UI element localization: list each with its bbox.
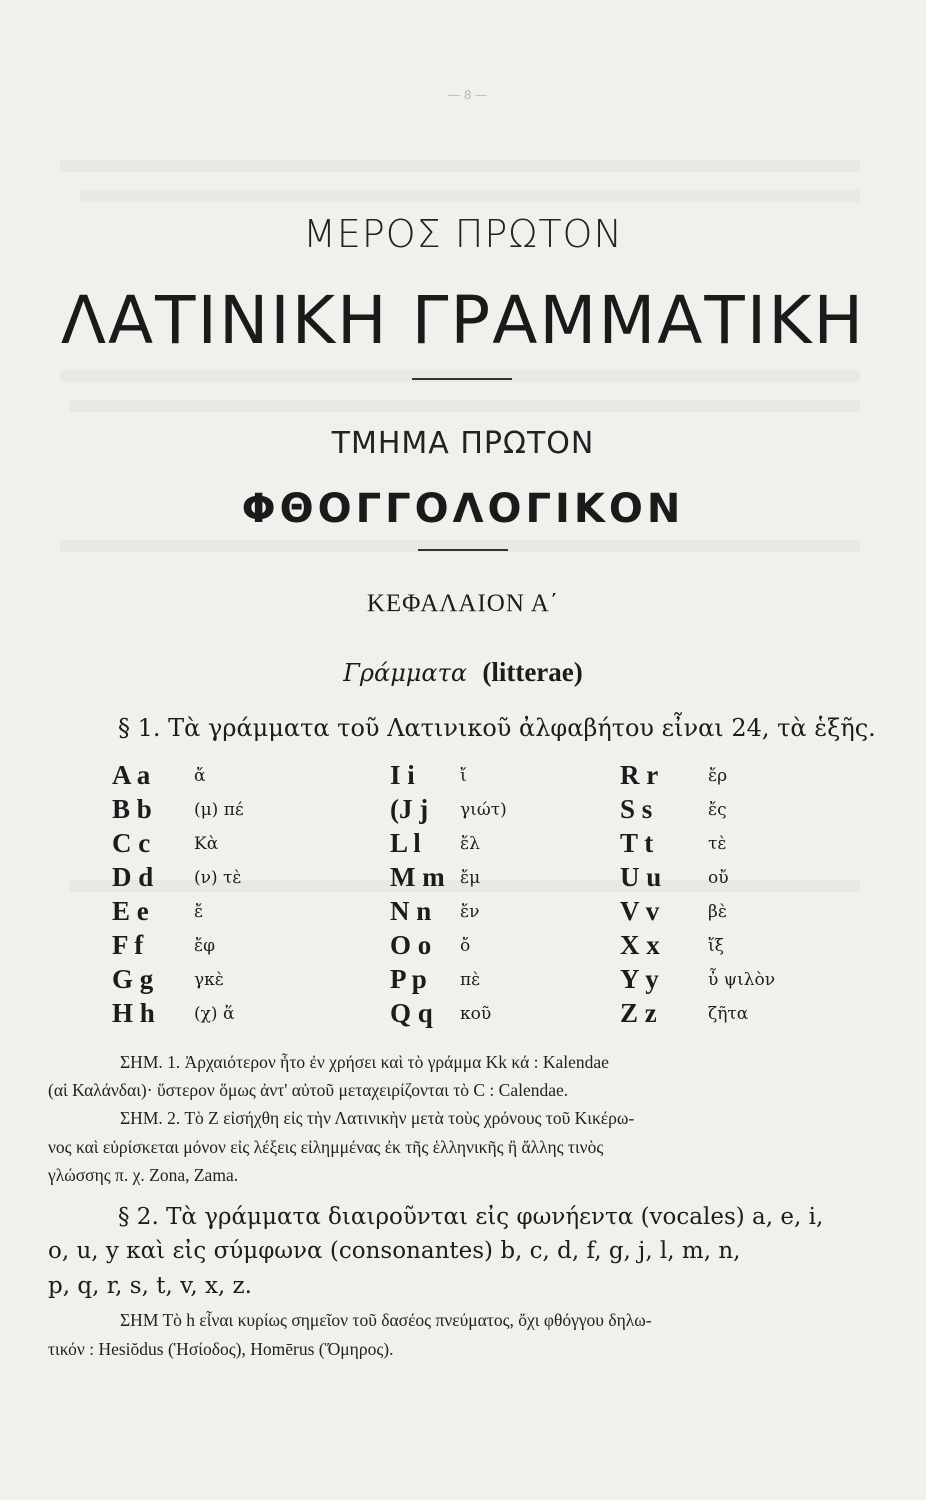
paragraph-2-line: o, u, y καὶ εἰς σύμφωνα (consonantes) b, c, d, f, g, j, l, m, n, xyxy=(48,1238,741,1264)
alphabet-letter-name: πὲ xyxy=(460,970,481,990)
alphabet-letter-name: ἄ xyxy=(194,766,206,786)
alphabet-letter-name: (ν) τὲ xyxy=(194,868,242,888)
note-3-line: τικόν : Hesiŏdus (Ἡσίοδος), Homērus (Ὅμηρος). xyxy=(48,1339,394,1359)
alphabet-letter-name: (χ) ἅ xyxy=(194,1004,235,1024)
note-3-line: ΣΗΜ Τὸ h εἶναι κυρίως σημεῖον τοῦ δασέος πνεύματος, ὄχι φθόγγου δηλω- xyxy=(120,1310,652,1330)
section-heading: ΤΜΗΜΑ ΠΡΩΤΟΝ xyxy=(331,426,595,461)
alphabet-letter-name: ὄ xyxy=(460,936,471,956)
alphabet-letter-name: γκὲ xyxy=(194,970,224,990)
bleed-through-line xyxy=(60,160,860,172)
alphabet-letter-name: ἴ xyxy=(460,766,467,786)
title-divider xyxy=(412,378,512,380)
alphabet-letter: H h xyxy=(112,998,155,1028)
alphabet-letter-name: βὲ xyxy=(708,902,727,922)
alphabet-letter-name: ἔ xyxy=(194,902,204,922)
latin-alphabet-table xyxy=(112,760,812,1040)
alphabet-letter-name: ἴξ xyxy=(708,936,725,956)
paragraph-2-line: p, q, r, s, t, v, x, z. xyxy=(48,1273,252,1299)
alphabet-letter: B b xyxy=(112,794,152,824)
bleed-through-line xyxy=(70,400,860,412)
alphabet-letter: E e xyxy=(112,896,149,926)
alphabet-letter: L l xyxy=(390,828,421,858)
alphabet-letter: Y y xyxy=(620,964,659,994)
alphabet-letter-name: ἔφ xyxy=(194,936,216,956)
alphabet-letter: O o xyxy=(390,930,432,960)
alphabet-letter: M m xyxy=(390,862,445,892)
bleed-through-line xyxy=(80,190,860,202)
note-2-line: ΣΗΜ. 2. Τὸ Z εἰσήχθη εἰς τὴν Λατινικὴν μετὰ τοὺς χρόνους τοῦ Κικέρω- xyxy=(120,1108,635,1128)
note-1-line: ΣΗΜ. 1. Ἀρχαιότερον ἦτο ἐν χρήσει καὶ τὸ γράμμα Kk κά : Kalendae xyxy=(120,1052,609,1072)
alphabet-letter-name: Κὰ xyxy=(194,834,219,854)
note-2-line: γλώσσης π. χ. Zona, Zama. xyxy=(48,1165,239,1185)
alphabet-letter: V v xyxy=(620,896,660,926)
alphabet-letter: G g xyxy=(112,964,154,994)
alphabet-letter-name: ἔμ xyxy=(460,868,481,888)
alphabet-letter: I i xyxy=(390,760,415,790)
alphabet-letter-name: (μ) πέ xyxy=(194,800,244,820)
chapter-title xyxy=(0,657,926,688)
alphabet-letter-name: ἔλ xyxy=(460,834,480,854)
alphabet-letter: A a xyxy=(112,760,151,790)
note-1-line: (αἱ Καλάνδαι)· ὕστερον ὅμως ἀντ' αὐτοῦ μεταχειρίζονται τὸ C : Calendae. xyxy=(48,1080,569,1100)
chapter-title-latin: (litterae) xyxy=(482,657,583,687)
alphabet-letter: C c xyxy=(112,828,151,858)
phonology-heading: ΦΘΟΓΓΟΛΟΓΙΚΟΝ xyxy=(241,486,685,532)
alphabet-letter: D d xyxy=(112,862,154,892)
phonology-divider xyxy=(418,549,508,551)
alphabet-letter: U u xyxy=(620,862,662,892)
chapter-heading: ΚΕΦΑΛΑΙΟΝ Α΄ xyxy=(366,590,560,617)
alphabet-letter-name: οὔ xyxy=(708,868,729,888)
alphabet-letter-name: ζῆτα xyxy=(708,1004,749,1024)
alphabet-letter-name: τὲ xyxy=(708,834,727,854)
alphabet-letter-name: ὖ ψιλὸν xyxy=(708,970,776,990)
alphabet-letter: (J j xyxy=(390,794,429,824)
paragraph-2-line: § 2. Τὰ γράμματα διαιροῦνται εἰς φωνήεντα (vocales) a, e, i, xyxy=(118,1204,824,1230)
part-heading: ΜΕΡΟΣ ΠΡΩΤΟΝ xyxy=(303,212,623,256)
page-number: — 8 — xyxy=(448,88,488,102)
alphabet-letter: S s xyxy=(620,794,653,824)
book-title: ΛΑΤΙΝΙΚΗ ΓΡΑΜΜΑΤΙΚΗ xyxy=(60,282,866,359)
alphabet-letter-name: κοῦ xyxy=(460,1004,492,1024)
alphabet-letter-name: ἔς xyxy=(708,800,727,820)
alphabet-letter: X x xyxy=(620,930,660,960)
alphabet-letter-name: ἔν xyxy=(460,902,480,922)
alphabet-letter: Z z xyxy=(620,998,657,1028)
alphabet-letter-name: ἔρ xyxy=(708,766,728,786)
alphabet-letter: N n xyxy=(390,896,432,926)
bleed-through-line xyxy=(60,370,860,382)
chapter-title-greek: Γράμματα xyxy=(343,659,468,687)
paragraph-1: § 1. Τὰ γράμματα τοῦ Λατινικοῦ ἀλφαβήτου εἶναι 24, τὰ ἑξῆς. xyxy=(118,714,876,742)
alphabet-letter: R r xyxy=(620,760,659,790)
alphabet-letter: T t xyxy=(620,828,654,858)
alphabet-letter: P p xyxy=(390,964,427,994)
alphabet-letter: Q q xyxy=(390,998,433,1028)
note-2-line: νος καὶ εὑρίσκεται μόνον εἰς λέξεις εἰλημμένας ἐκ τῆς ἑλληνικῆς ἢ ἄλλης τινὸς xyxy=(48,1137,604,1157)
alphabet-letter: F f xyxy=(112,930,144,960)
alphabet-letter-name: γιώτ) xyxy=(460,800,507,820)
